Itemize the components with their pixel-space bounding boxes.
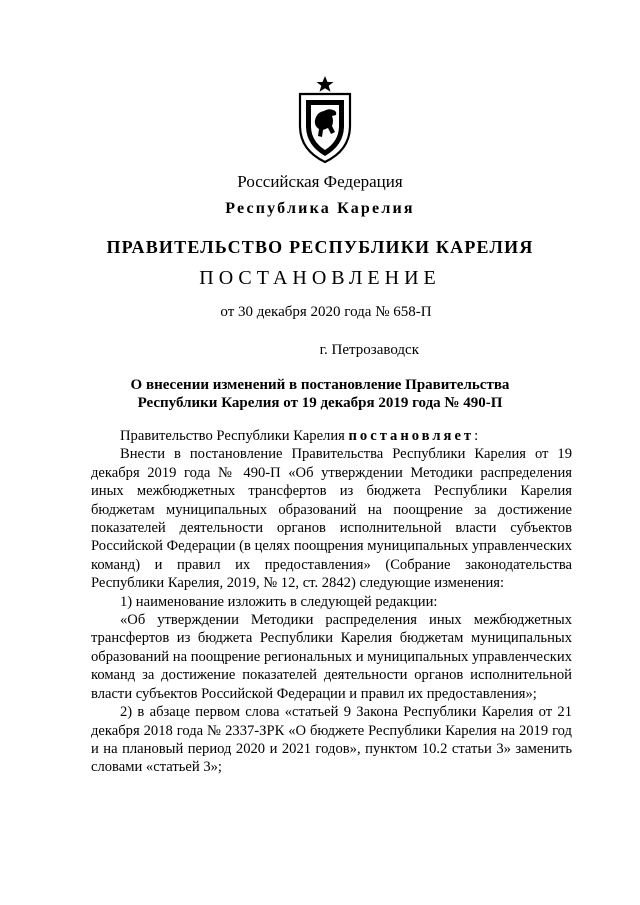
document-body [91,427,572,777]
government-title: ПРАВИТЕЛЬСТВО РЕСПУБЛИКИ КАРЕЛИЯ [106,237,534,257]
karelia-coat-of-arms-icon [296,74,354,164]
city: г. Петрозаводск [319,342,419,358]
body-paragraph-2: Внести в постановление Правительства Республики Карелия от 19 декабря 2019 года № 490-П «Об утверждении Методики распределения иных межбюджетных трансфертов из бюджета Республики Карелия бюджетам муниципальных образований на поощрение за достижение показателей деятельности органов исполнительной власти субъектов Российской Федерации (в целях поощрения муниципальных управленческих команд) и правил их предоставления» (Собрание законодательства Республики Карелия, 2019, № 12, ст. 2842) следующие изменения: [91,446,572,592]
body-paragraph-5: 2) в абзаце первом слова «статьей 9 Закона Республики Карелия от 21 декабря 2018 года № 2337-ЗРК «О бюджете Республики Карелия на 2019 год и на плановый период 2020 и 2021 годов», пунктом 10.2 статьи 3» заменить словами «статьей 3»; [91,704,572,776]
date-number: от 30 декабря 2020 года № 658-П [220,304,432,320]
p1-suffix: : [474,428,479,444]
subject-line-2: Республики Карелия от 19 декабря 2019 года № 490-П [137,395,503,411]
body-paragraph-4: «Об утверждении Методики распределения иных межбюджетных трансфертов из бюджета Республики Карелия бюджетам муниципальных образований на поощрение региональных и муниципальных управленческих команд за достижение показателей деятельности органов исполнительной власти субъектов Российской Федерации и правил их предоставления»; [91,612,572,702]
document-type: ПОСТАНОВЛЕНИЕ [199,267,441,289]
document-subject [0,376,640,412]
subject-line-1: О внесении изменений в постановление Правительства [130,377,510,393]
federation-title: Российская Федерация [237,172,403,191]
p1-prefix: Правительство Республики Карелия [120,428,349,444]
p1-resolves: постановляет [348,428,475,444]
body-paragraph-3: 1) наименование изложить в следующей редакции: [120,593,438,610]
body-paragraph-1 [91,427,572,445]
republic-title: Республика Карелия [225,200,415,217]
